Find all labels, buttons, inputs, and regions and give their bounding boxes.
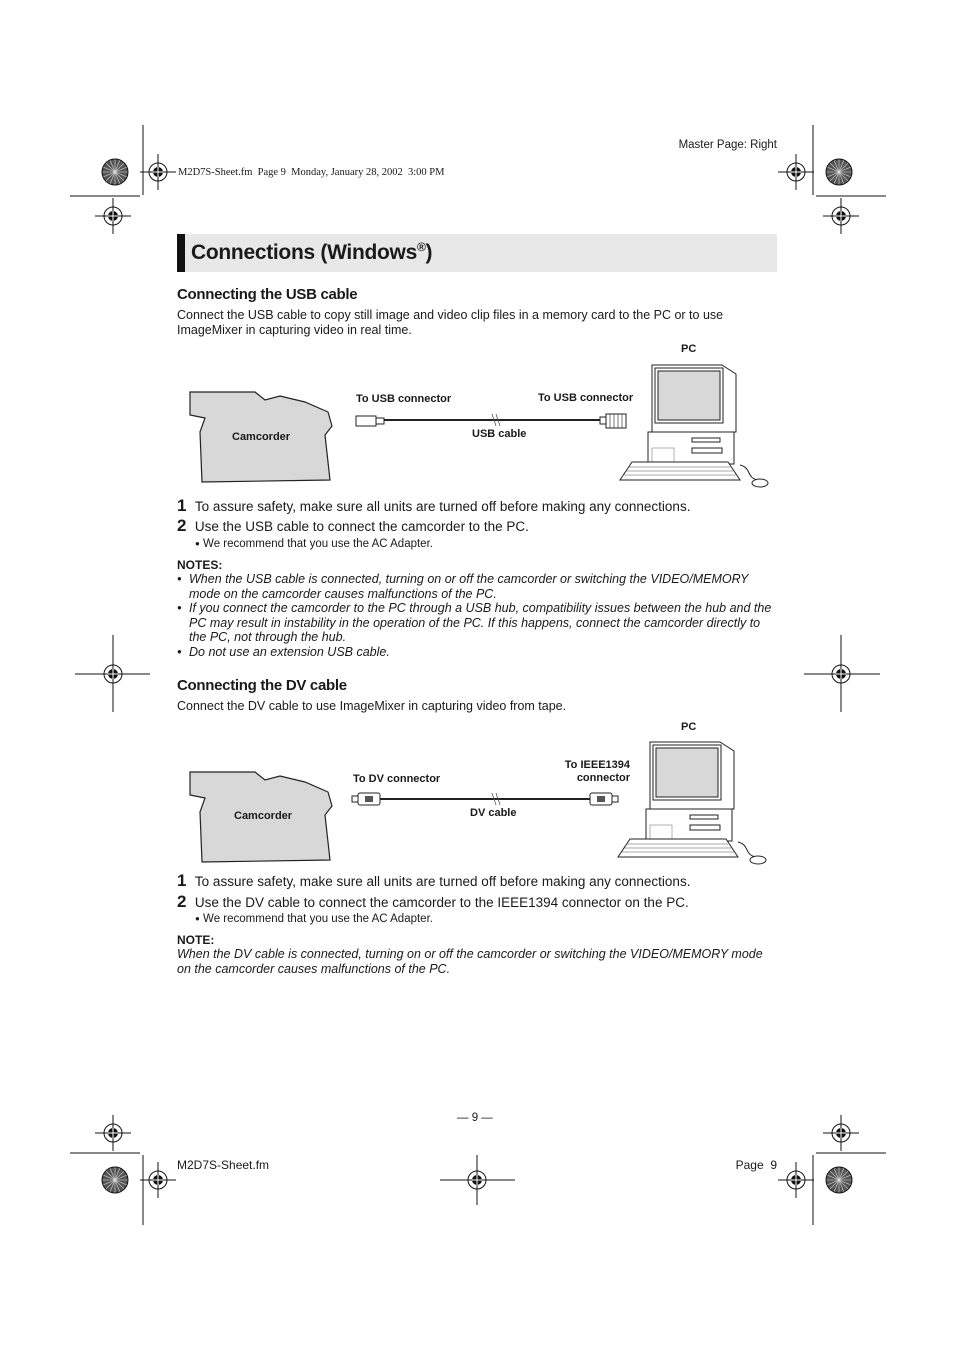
dv-note-heading: NOTE: [177, 933, 215, 947]
usb-step-2 [177, 516, 529, 536]
file-stamp: M2D7S-Sheet.fm Page 9 Monday, January 28, 2002 3:00 PM [178, 167, 445, 178]
page-title [191, 240, 432, 265]
dv-step-bullet [195, 913, 433, 925]
usb-intro: Connect the USB cable to copy still image and video clip files in a memory card to the PC or to use ImageMixer in capturing video in real time. [177, 308, 724, 337]
footer-page: Page 9 [735, 1158, 777, 1172]
usb-notes-heading: NOTES: [177, 558, 223, 572]
usb-left-connector-label: To USB connector [356, 393, 452, 405]
usb-notes-list [177, 572, 777, 660]
usb-step-1 [177, 496, 690, 516]
note-item [177, 601, 777, 645]
dv-diagram [180, 720, 780, 870]
note-item [177, 572, 777, 601]
dv-camcorder-label: Camcorder [234, 810, 293, 822]
bullet-icon: ● [195, 914, 200, 923]
page-number: — 9 — [457, 1112, 493, 1124]
usb-cable-label: USB cable [472, 428, 527, 440]
usb-diagram [180, 340, 780, 490]
dv-step-2 [177, 892, 689, 912]
registered-mark: ® [416, 240, 426, 254]
step-text: To assure safety, make sure all units are turned off before making any connections. [194, 874, 691, 889]
step-text: To assure safety, make sure all units are turned off before making any connections. [194, 499, 691, 514]
dv-right-connector-label [556, 759, 630, 785]
bullet-icon: ● [177, 574, 182, 583]
dv-left-connector-label: To DV connector [353, 773, 441, 785]
step-number: 1 [177, 496, 187, 515]
dv-heading: Connecting the DV cable [177, 677, 347, 694]
dv-pc-label: PC [681, 721, 697, 733]
bullet-icon: ● [195, 539, 200, 548]
bullet-icon: ● [177, 603, 182, 613]
note-text: If you connect the camcorder to the PC through a USB hub, compatibility issues between the hub and the PC may result in instability in the operation of the PC. If this happens, connect the camcorder directly to the PC, not through the hub. [189, 601, 772, 645]
usb-step-bullet [195, 538, 433, 550]
note-text: Do not use an extension USB cable. [189, 644, 390, 659]
dv-right-connector-line2: connector [576, 772, 630, 784]
page-title-close: ) [425, 241, 433, 264]
step-text: Use the DV cable to connect the camcorder to the IEEE1394 connector on the PC. [194, 895, 689, 910]
master-page-label: Master Page: Right [678, 139, 777, 151]
step-text: Use the USB cable to connect the camcorder to the PC. [194, 519, 529, 534]
title-bar [177, 234, 777, 272]
bullet-text: We recommend that you use the AC Adapter. [203, 538, 433, 550]
bullet-icon: ● [177, 646, 182, 656]
dv-right-connector-line1: To IEEE1394 [564, 759, 630, 771]
footer-file: M2D7S-Sheet.fm [177, 1158, 270, 1172]
dv-intro: Connect the DV cable to use ImageMixer in capturing video from tape. [177, 699, 567, 713]
pc-icon [620, 365, 768, 487]
pc-icon [618, 742, 766, 864]
bullet-text: We recommend that you use the AC Adapter. [203, 913, 433, 925]
dv-note-text: When the DV cable is connected, turning on or off the camcorder or switching the VIDEO/MEMORY mode on the camcorder causes malfunctions of the PC. [177, 947, 763, 976]
step-number: 1 [177, 871, 187, 890]
note-text: When the USB cable is connected, turning on or off the camcorder or switching the VIDEO/MEMORY mode on the camcorder causes malfunctions of the PC. [189, 572, 749, 601]
page-title-text: Connections (Windows [191, 241, 417, 264]
usb-heading: Connecting the USB cable [177, 286, 358, 303]
note-item [177, 645, 777, 660]
step-number: 2 [177, 516, 187, 535]
usb-plug-right [606, 414, 626, 428]
dv-step-1 [177, 871, 690, 891]
dv-cable-label: DV cable [470, 807, 517, 819]
usb-camcorder-label: Camcorder [232, 431, 291, 443]
step-number: 2 [177, 892, 187, 911]
usb-right-connector-label: To USB connector [538, 392, 634, 404]
usb-pc-label: PC [681, 343, 697, 355]
usb-plug-left [356, 416, 376, 426]
title-accent [177, 234, 185, 272]
